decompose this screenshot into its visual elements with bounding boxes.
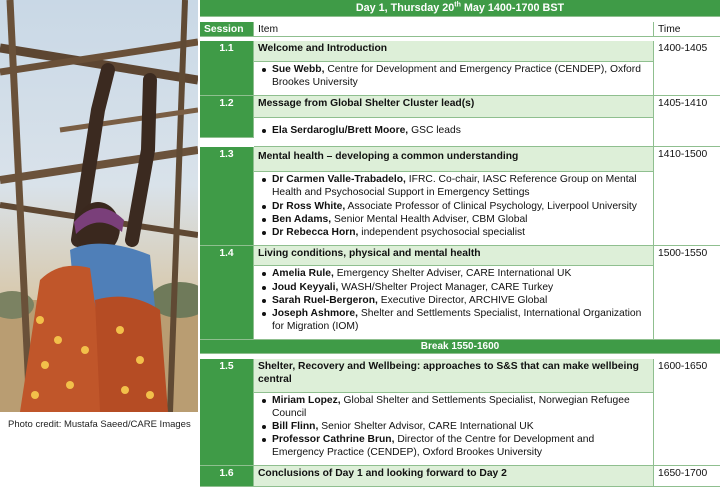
session-time: 1400-1405 [654, 41, 720, 96]
agenda-table [200, 0, 720, 487]
speaker-list [254, 62, 654, 96]
session-title: Shelter, Recovery and Wellbeing: approaches to S&S that can make wellbeing central [254, 359, 654, 393]
speaker-item: Ben Adams, Senior Mental Health Adviser, CBM Global [258, 213, 649, 226]
speaker-item: Amelia Rule, Emergency Shelter Adviser, CARE International UK [258, 267, 649, 280]
session-title: Welcome and Introduction [254, 41, 654, 62]
session-time: 1500-1550 [654, 246, 720, 340]
speaker-item: Dr Carmen Valle-Trabadelo, IFRC. Co-chair, IASC Reference Group on Mental Health and Psychosocial Support in Emergency Settings [258, 173, 649, 199]
speaker-list [254, 266, 654, 340]
session-title: Living conditions, physical and mental health [254, 246, 654, 267]
speaker-list [254, 393, 654, 467]
speaker-item: Sue Webb, Centre for Development and Emergency Practice (CENDEP), Oxford Brookes University [258, 63, 649, 89]
woman-building-shelter-illustration [0, 0, 198, 412]
session-number: 1.1 [200, 41, 254, 96]
speaker-item: Dr Ross White, Associate Professor of Clinical Psychology, Liverpool University [258, 200, 649, 213]
session-number: 1.3 [200, 147, 254, 245]
speaker-item: Dr Rebecca Horn, independent psychosocial specialist [258, 226, 649, 239]
speaker-item: Joud Keyyali, WASH/Shelter Project Manager, CARE Turkey [258, 281, 649, 294]
photo-credit: Photo credit: Mustafa Saeed/CARE Images [8, 419, 191, 430]
session-time: 1650-1700 [654, 466, 720, 487]
session-number: 1.5 [200, 359, 254, 467]
break-row: Break 1550-1600 [200, 340, 720, 354]
speaker-list [254, 118, 654, 148]
speaker-item: Sarah Ruel-Bergeron, Executive Director, ARCHIVE Global [258, 294, 649, 307]
session-number: 1.4 [200, 246, 254, 340]
header-session: Session [200, 22, 254, 37]
session-title: Mental health – developing a common understanding [254, 147, 654, 172]
session-time: 1600-1650 [654, 359, 720, 467]
speaker-item: Bill Flinn, Senior Shelter Advisor, CARE International UK [258, 420, 649, 433]
speaker-list [254, 172, 654, 246]
session-time: 1405-1410 [654, 96, 720, 147]
header-item: Item [254, 22, 654, 37]
event-photo [0, 0, 198, 412]
session-number: 1.2 [200, 96, 254, 138]
header-time: Time [654, 22, 720, 37]
session-title: Message from Global Shelter Cluster lead(s) [254, 96, 654, 118]
session-title: Conclusions of Day 1 and looking forward to Day 2 [254, 466, 654, 487]
speaker-item: Professor Cathrine Brun, Director of the Centre for Development and Emergency Practice (CENDEP), Oxford Brookes University [258, 433, 649, 459]
speaker-item: Miriam Lopez, Global Shelter and Settlements Specialist, Norwegian Refugee Council [258, 394, 649, 420]
speaker-item: Joseph Ashmore, Shelter and Settlements Specialist, International Organization for Migration (IOM) [258, 307, 649, 333]
session-time: 1410-1500 [654, 147, 720, 245]
day-title: Day 1, Thursday 20th May 1400-1700 BST [200, 0, 720, 17]
session-number: 1.6 [200, 466, 254, 487]
speaker-item: Ela Serdaroglu/Brett Moore, GSC leads [258, 124, 649, 137]
